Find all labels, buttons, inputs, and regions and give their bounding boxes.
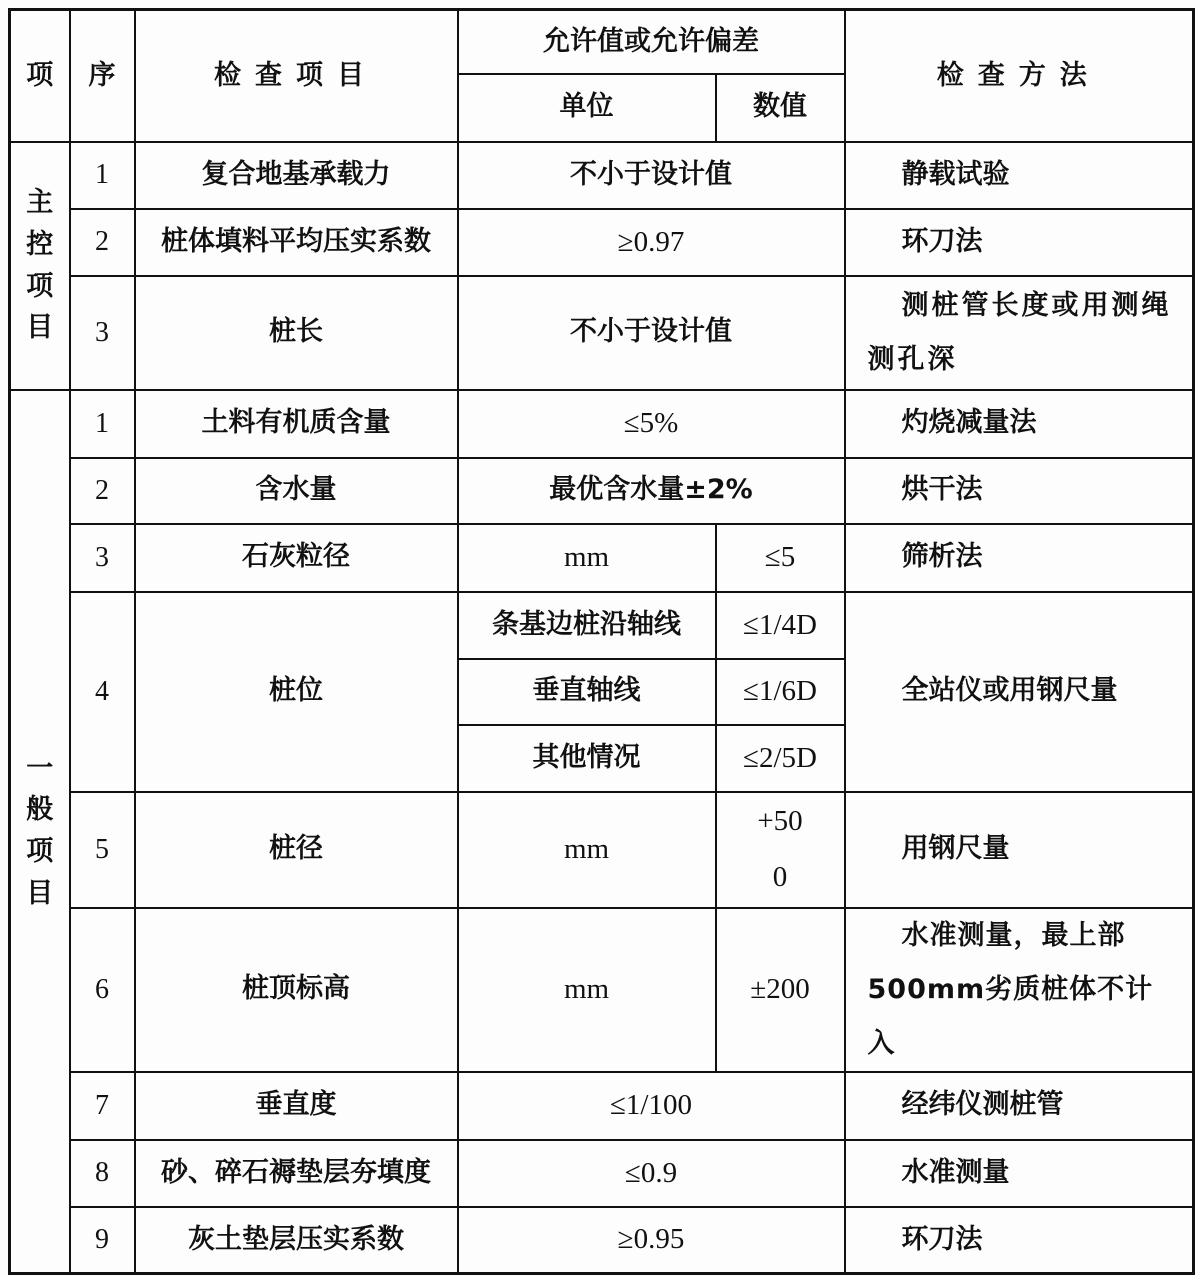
- row-method: 全站仪或用钢尺量: [845, 592, 1194, 792]
- row-seq: 1: [70, 142, 135, 209]
- row-seq: 7: [70, 1072, 135, 1140]
- row-item: 含水量: [135, 458, 458, 524]
- header-method: 检查方法: [845, 10, 1194, 142]
- table-row: [10, 390, 1194, 458]
- row-method: [845, 276, 1194, 390]
- row-item: 垂直度: [135, 1072, 458, 1140]
- group-main: [10, 142, 70, 390]
- row-item: 砂、碎石褥垫层夯填度: [135, 1140, 458, 1207]
- header-value: 数值: [716, 74, 845, 142]
- row-seq: 4: [70, 592, 135, 792]
- header-unit: 单位: [458, 74, 716, 142]
- row-method: 经纬仪测桩管: [845, 1072, 1194, 1140]
- row-allowed: 最优含水量±2%: [458, 458, 845, 524]
- row-seq: 5: [70, 792, 135, 908]
- header-seq: 序: [70, 10, 135, 142]
- row-method: 环刀法: [845, 1207, 1194, 1274]
- row-unit: mm: [458, 524, 716, 592]
- row-sub-unit: 条基边桩沿轴线: [458, 592, 716, 659]
- row-value: ≤5: [716, 524, 845, 592]
- row-seq: 3: [70, 276, 135, 390]
- row-seq: 2: [70, 458, 135, 524]
- row-method: 筛析法: [845, 524, 1194, 592]
- row-item: 桩体填料平均压实系数: [135, 209, 458, 276]
- row-seq: 1: [70, 390, 135, 458]
- header-item: 检查项目: [135, 10, 458, 142]
- header-allowed-group: 允许值或允许偏差: [458, 10, 845, 74]
- row-allowed: ≤0.9: [458, 1140, 845, 1207]
- row-method: 用钢尺量: [845, 792, 1194, 908]
- row-item: 灰土垫层压实系数: [135, 1207, 458, 1274]
- row-method-text: 水准测量，最上部500mm劣质桩体不计入: [867, 919, 1154, 1059]
- row-method: [845, 908, 1194, 1072]
- row-sub-unit: 垂直轴线: [458, 659, 716, 725]
- row-value: [716, 792, 845, 908]
- row-allowed: ≥0.95: [458, 1207, 845, 1274]
- row-seq: 3: [70, 524, 135, 592]
- table-row: [10, 592, 1194, 659]
- row-seq: 8: [70, 1140, 135, 1207]
- row-method: 灼烧减量法: [845, 390, 1194, 458]
- table-row: [10, 458, 1194, 524]
- row-value-bottom: 0: [772, 860, 788, 893]
- table-row: [10, 209, 1194, 276]
- row-item: 桩径: [135, 792, 458, 908]
- row-allowed: ≥0.97: [458, 209, 845, 276]
- row-item: 复合地基承载力: [135, 142, 458, 209]
- group-general-label: 一般项目: [26, 752, 54, 910]
- inspection-table: [8, 8, 1195, 1275]
- table-row: [10, 524, 1194, 592]
- row-item: 桩位: [135, 592, 458, 792]
- table-row: [10, 1072, 1194, 1140]
- group-general: [10, 390, 70, 1274]
- row-method: 静载试验: [845, 142, 1194, 209]
- row-seq: 2: [70, 209, 135, 276]
- table-row: [10, 1207, 1194, 1274]
- row-seq: 9: [70, 1207, 135, 1274]
- row-item: 桩长: [135, 276, 458, 390]
- row-value: ±200: [716, 908, 845, 1072]
- row-allowed: ≤5%: [458, 390, 845, 458]
- row-unit: mm: [458, 792, 716, 908]
- row-method: 烘干法: [845, 458, 1194, 524]
- table-row: [10, 1140, 1194, 1207]
- row-value-top: +50: [757, 805, 803, 838]
- row-method: 环刀法: [845, 209, 1194, 276]
- row-sub-value: ≤1/6D: [716, 659, 845, 725]
- row-item: 桩顶标高: [135, 908, 458, 1072]
- row-method: 水准测量: [845, 1140, 1194, 1207]
- header-category: 项: [10, 10, 70, 142]
- table-row: [10, 276, 1194, 390]
- group-main-label: 主控项目: [26, 186, 54, 344]
- table-row: [10, 792, 1194, 908]
- row-seq: 6: [70, 908, 135, 1072]
- row-method-text: 测桩管长度或用测绳测孔深: [867, 289, 1172, 375]
- row-allowed: 不小于设计值: [458, 276, 845, 390]
- row-unit: mm: [458, 908, 716, 1072]
- row-sub-value: ≤2/5D: [716, 725, 845, 792]
- table-row: [10, 142, 1194, 209]
- row-allowed: ≤1/100: [458, 1072, 845, 1140]
- row-sub-value: ≤1/4D: [716, 592, 845, 659]
- table-row: [10, 908, 1194, 1072]
- row-item: 土料有机质含量: [135, 390, 458, 458]
- row-sub-unit: 其他情况: [458, 725, 716, 792]
- row-allowed: 不小于设计值: [458, 142, 845, 209]
- row-item: 石灰粒径: [135, 524, 458, 592]
